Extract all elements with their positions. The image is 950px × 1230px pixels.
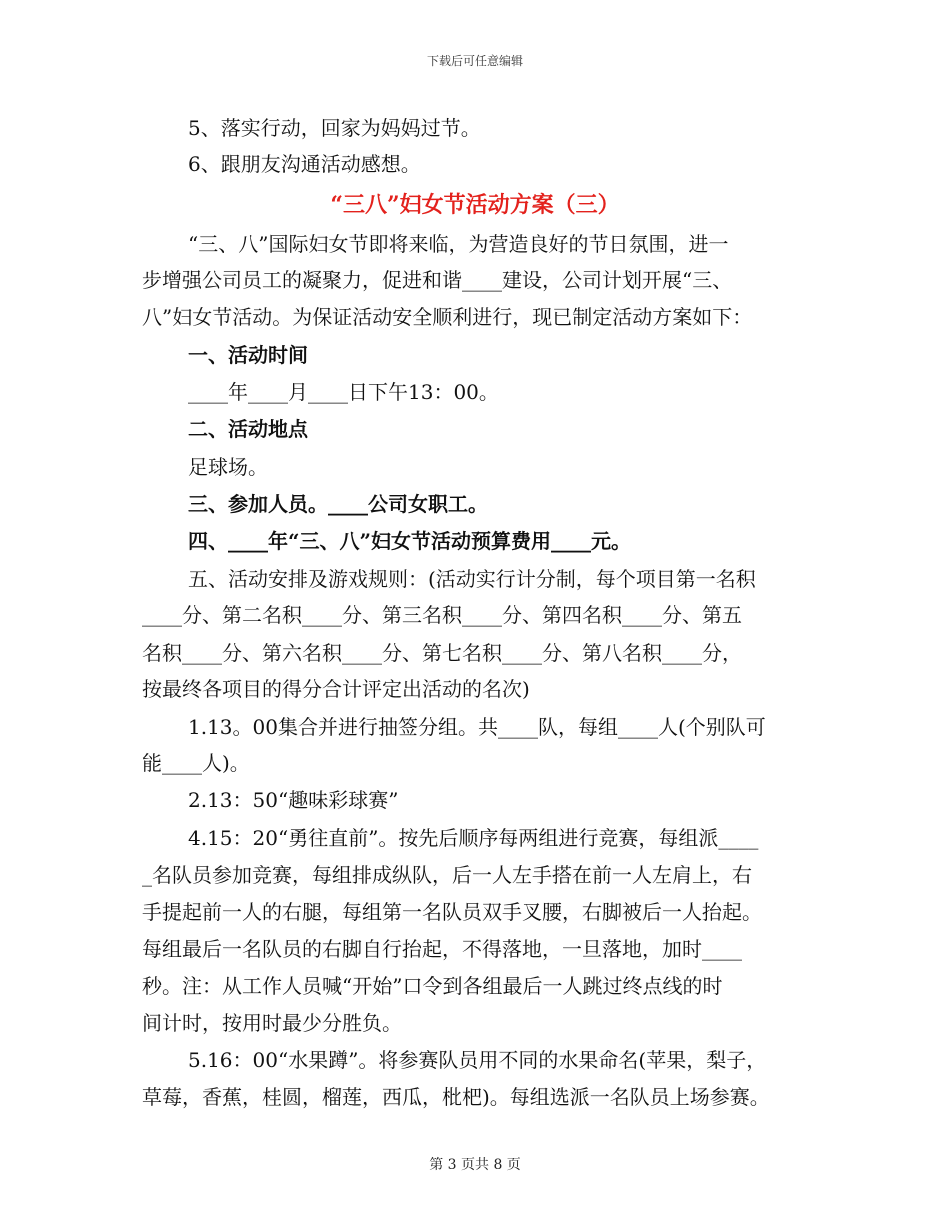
rules-line-4: 按最终各项目的得分合计评定出活动的名次) <box>142 677 530 701</box>
rules-line-2: ____分、第二名积____分、第三名积____分、第四名积____分、第五 <box>142 603 742 627</box>
section-heading-time: 一、活动时间 <box>188 343 308 367</box>
schedule-item-5-line-1: 5.16：00“水果蹲”。将参赛队员用不同的水果命名(苹果，梨子， <box>188 1048 767 1072</box>
schedule-item-4-line-1: 4.15：20“勇往直前”。按先后顺序每两组进行竞赛，每组派____ <box>188 826 759 850</box>
schedule-item-4-line-6: 间计时，按用时最少分胜负。 <box>142 1011 402 1035</box>
schedule-item-4-line-5: 秒。注：从工作人员喊“开始”口令到各组最后一人跳过终点线的时 <box>142 974 723 998</box>
page-footer: 第 3 页共 8 页 <box>429 1157 521 1173</box>
schedule-item-2: 2.13：50“趣味彩球赛” <box>188 788 399 812</box>
time-value: ____年____月____日下午13：00。 <box>188 380 499 404</box>
schedule-item-1-line-1: 1.13。00集合并进行抽签分组。共____队，每组____人(个别队可 <box>188 715 766 739</box>
schedule-item-4-line-4: 每组最后一名队员的右脚自行抬起，不得落地，一旦落地，加时____ <box>142 937 742 961</box>
document-title: “三八”妇女节活动方案（三） <box>330 192 620 218</box>
section-heading-location: 二、活动地点 <box>188 417 308 441</box>
rules-line-1: 五、活动安排及游戏规则：(活动实行计分制，每个项目第一名积 <box>188 567 756 591</box>
intro-line-3: 八”妇女节活动。为保证活动安全顺利进行，现已制定活动方案如下： <box>142 305 753 329</box>
schedule-item-1-line-2: 能____人)。 <box>142 751 250 775</box>
schedule-item-4-line-3: 手提起前一人的右腿，每组第一名队员双手叉腰，右脚被后一人抬起。 <box>142 900 762 924</box>
list-item-6: 6、跟朋友沟通活动感想。 <box>188 152 421 176</box>
rules-line-3: 名积____分、第六名积____分、第七名积____分、第八名积____分， <box>142 641 742 665</box>
location-value: 足球场。 <box>188 455 268 479</box>
page-header: 下载后可任意编辑 <box>426 54 523 68</box>
section-heading-participants: 三、参加人员。____公司女职工。 <box>188 492 488 516</box>
schedule-item-5-line-2: 草莓，香蕉，桂圆，榴莲，西瓜，枇杷)。每组选派一名队员上场参赛。 <box>142 1085 770 1109</box>
intro-line-2: 步增强公司员工的凝聚力，促进和谐____建设，公司计划开展“三、 <box>142 268 733 292</box>
schedule-item-4-line-2: _名队员参加竞赛，每组排成纵队，后一人左手搭在前一人左肩上，右 <box>142 863 752 887</box>
section-heading-budget: 四、____年“三、八”妇女节活动预算费用____元。 <box>188 529 632 553</box>
list-item-5: 5、落实行动，回家为妈妈过节。 <box>188 116 481 140</box>
intro-line-1: “三、八”国际妇女节即将来临，为营造良好的节日氛围，进一 <box>188 232 729 256</box>
